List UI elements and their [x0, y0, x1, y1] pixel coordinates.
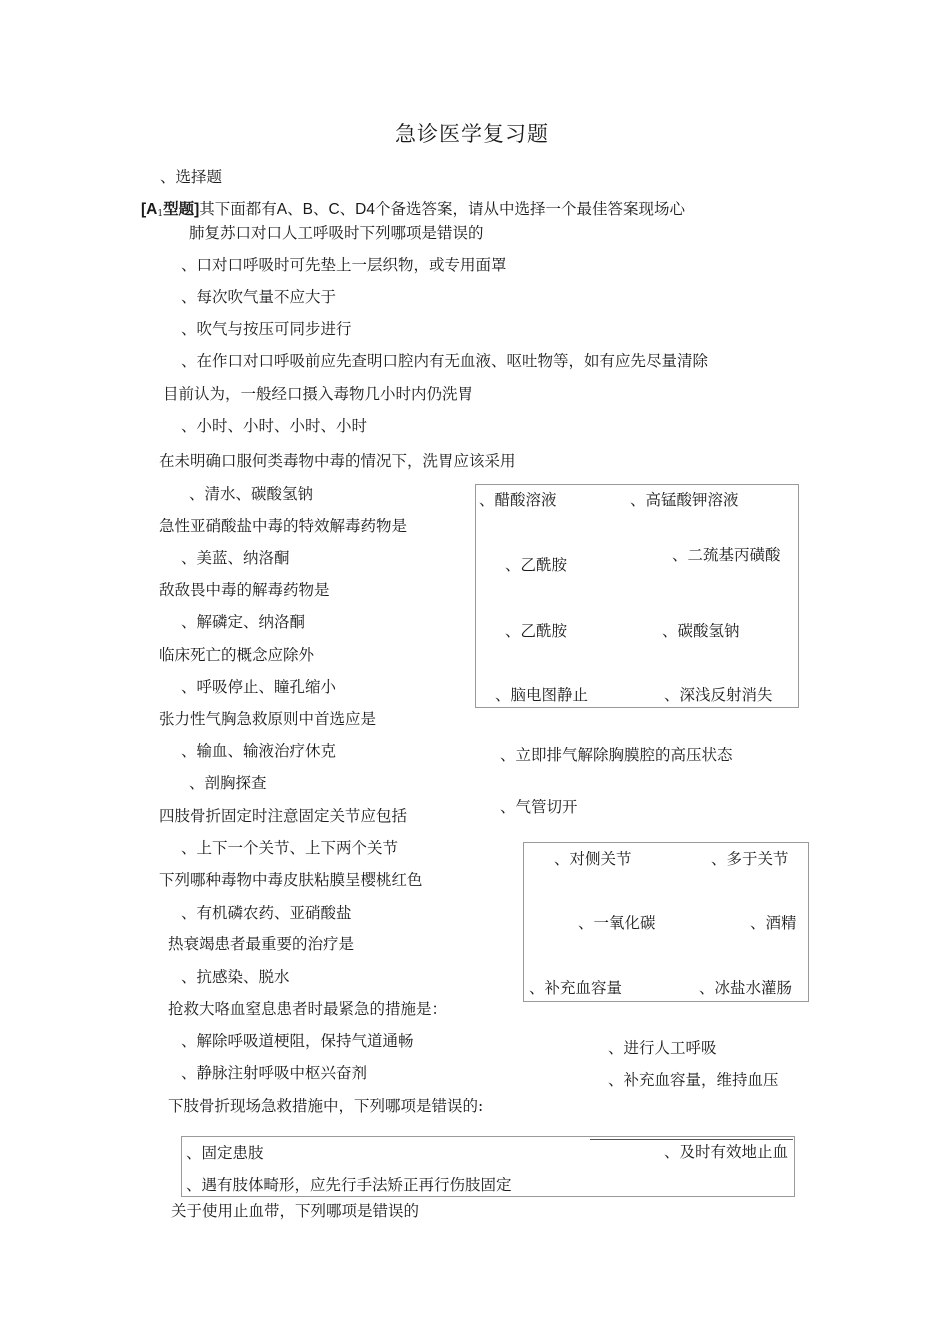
intro-text-2: 个备选答案，请从中选择一个最佳答案现场心	[374, 200, 685, 218]
option-text: 、美蓝、纳洛酮	[181, 549, 290, 567]
question-stem: 热衰竭患者最重要的治疗是	[168, 935, 355, 953]
question-stem: 敌敌畏中毒的解毒药物是	[159, 581, 330, 599]
option-text: 、乙酰胺	[505, 556, 568, 574]
intro-type-label: 型题]	[163, 201, 200, 218]
option-text: 、及时有效地止血	[664, 1143, 789, 1161]
option-text: 、酒精	[750, 914, 797, 932]
question-stem: 下肢骨折现场急救措施中，下列哪项是错误的:	[168, 1097, 484, 1115]
option-text: 、在作口对口呼吸前应先查明口腔内有无血液、呕吐物等，如有应先尽量清除	[181, 352, 709, 370]
option-text: 、脑电图静止	[495, 686, 589, 704]
intro-subscript: 1	[157, 209, 164, 219]
options-box	[475, 484, 799, 708]
option-text: 、输血、输液治疗休克	[181, 742, 337, 760]
option-text: 、小时、小时、小时、小时	[181, 417, 368, 435]
question-stem: 四肢骨折固定时注意固定关节应包括	[159, 807, 408, 825]
option-text: 、一氧化碳	[578, 914, 656, 932]
option-text: 、深浅反射消失	[664, 686, 773, 704]
option-text: 、解除呼吸道梗阻，保持气道通畅	[181, 1032, 414, 1050]
option-text: 、吹气与按压可同步进行	[181, 320, 352, 338]
intro-letters: A、B、C、D4	[276, 201, 375, 218]
question-stem: 张力性气胸急救原则中首选应是	[159, 710, 377, 728]
option-text: 、剖胸探查	[189, 774, 267, 792]
question-stem: 临床死亡的概念应除外	[159, 646, 315, 664]
intro-line	[141, 199, 685, 224]
option-text: 、高锰酸钾溶液	[630, 491, 739, 509]
question-stem: 下列哪种毒物中毒皮肤粘膜呈樱桃红色	[159, 871, 423, 889]
divider	[590, 1139, 793, 1140]
option-text: 、二巯基丙磺酸	[672, 546, 781, 564]
question-stem: 关于使用止血带，下列哪项是错误的	[171, 1202, 420, 1220]
option-text: 、呼吸停止、瞳孔缩小	[181, 678, 337, 696]
question-stem: 目前认为，一般经口摄入毒物几小时内仍洗胃	[163, 385, 474, 403]
option-text: 、上下一个关节、上下两个关节	[181, 839, 399, 857]
option-text: 、每次吹气量不应大于	[181, 288, 337, 306]
option-text: 、固定患肢	[186, 1144, 264, 1162]
option-text: 、进行人工呼吸	[608, 1039, 717, 1057]
page-title: 急诊医学复习题	[395, 122, 549, 146]
option-text: 、醋酸溶液	[479, 491, 557, 509]
option-text: 、冰盐水灌肠	[699, 979, 793, 997]
question-stem: 肺复苏口对口人工呼吸时下列哪项是错误的	[189, 224, 484, 242]
option-text: 、多于关节	[711, 850, 789, 868]
option-text: 、静脉注射呼吸中枢兴奋剂	[181, 1064, 368, 1082]
option-text: 、对侧关节	[554, 850, 632, 868]
option-text: 、乙酰胺	[505, 622, 568, 640]
option-text: 、碳酸氢钠	[662, 622, 740, 640]
option-text: 、气管切开	[500, 798, 578, 816]
intro-text-1: 其下面都有	[199, 200, 277, 218]
question-stem: 抢救大咯血窒息患者时最紧急的措施是：	[168, 1000, 448, 1018]
option-text: 、解磷定、纳洛酮	[181, 613, 306, 631]
question-stem: 在未明确口服何类毒物中毒的情况下，洗胃应该采用	[159, 452, 516, 470]
intro-bracket: [A	[141, 201, 158, 218]
option-text: 、立即排气解除胸膜腔的高压状态	[500, 746, 733, 764]
option-text: 、口对口呼吸时可先垫上一层织物，或专用面罩	[181, 256, 507, 274]
option-text: 、补充血容量	[529, 979, 623, 997]
option-text: 、遇有肢体畸形，应先行手法矫正再行伤肢固定	[186, 1176, 512, 1194]
option-text: 、抗感染、脱水	[181, 968, 290, 986]
question-stem: 急性亚硝酸盐中毒的特效解毒药物是	[159, 517, 408, 535]
option-text: 、清水、碳酸氢钠	[189, 485, 314, 503]
option-text: 、补充血容量，维持血压	[608, 1071, 779, 1089]
option-text: 、有机磷农药、亚硝酸盐	[181, 904, 352, 922]
section-heading: 、选择题	[160, 168, 223, 186]
